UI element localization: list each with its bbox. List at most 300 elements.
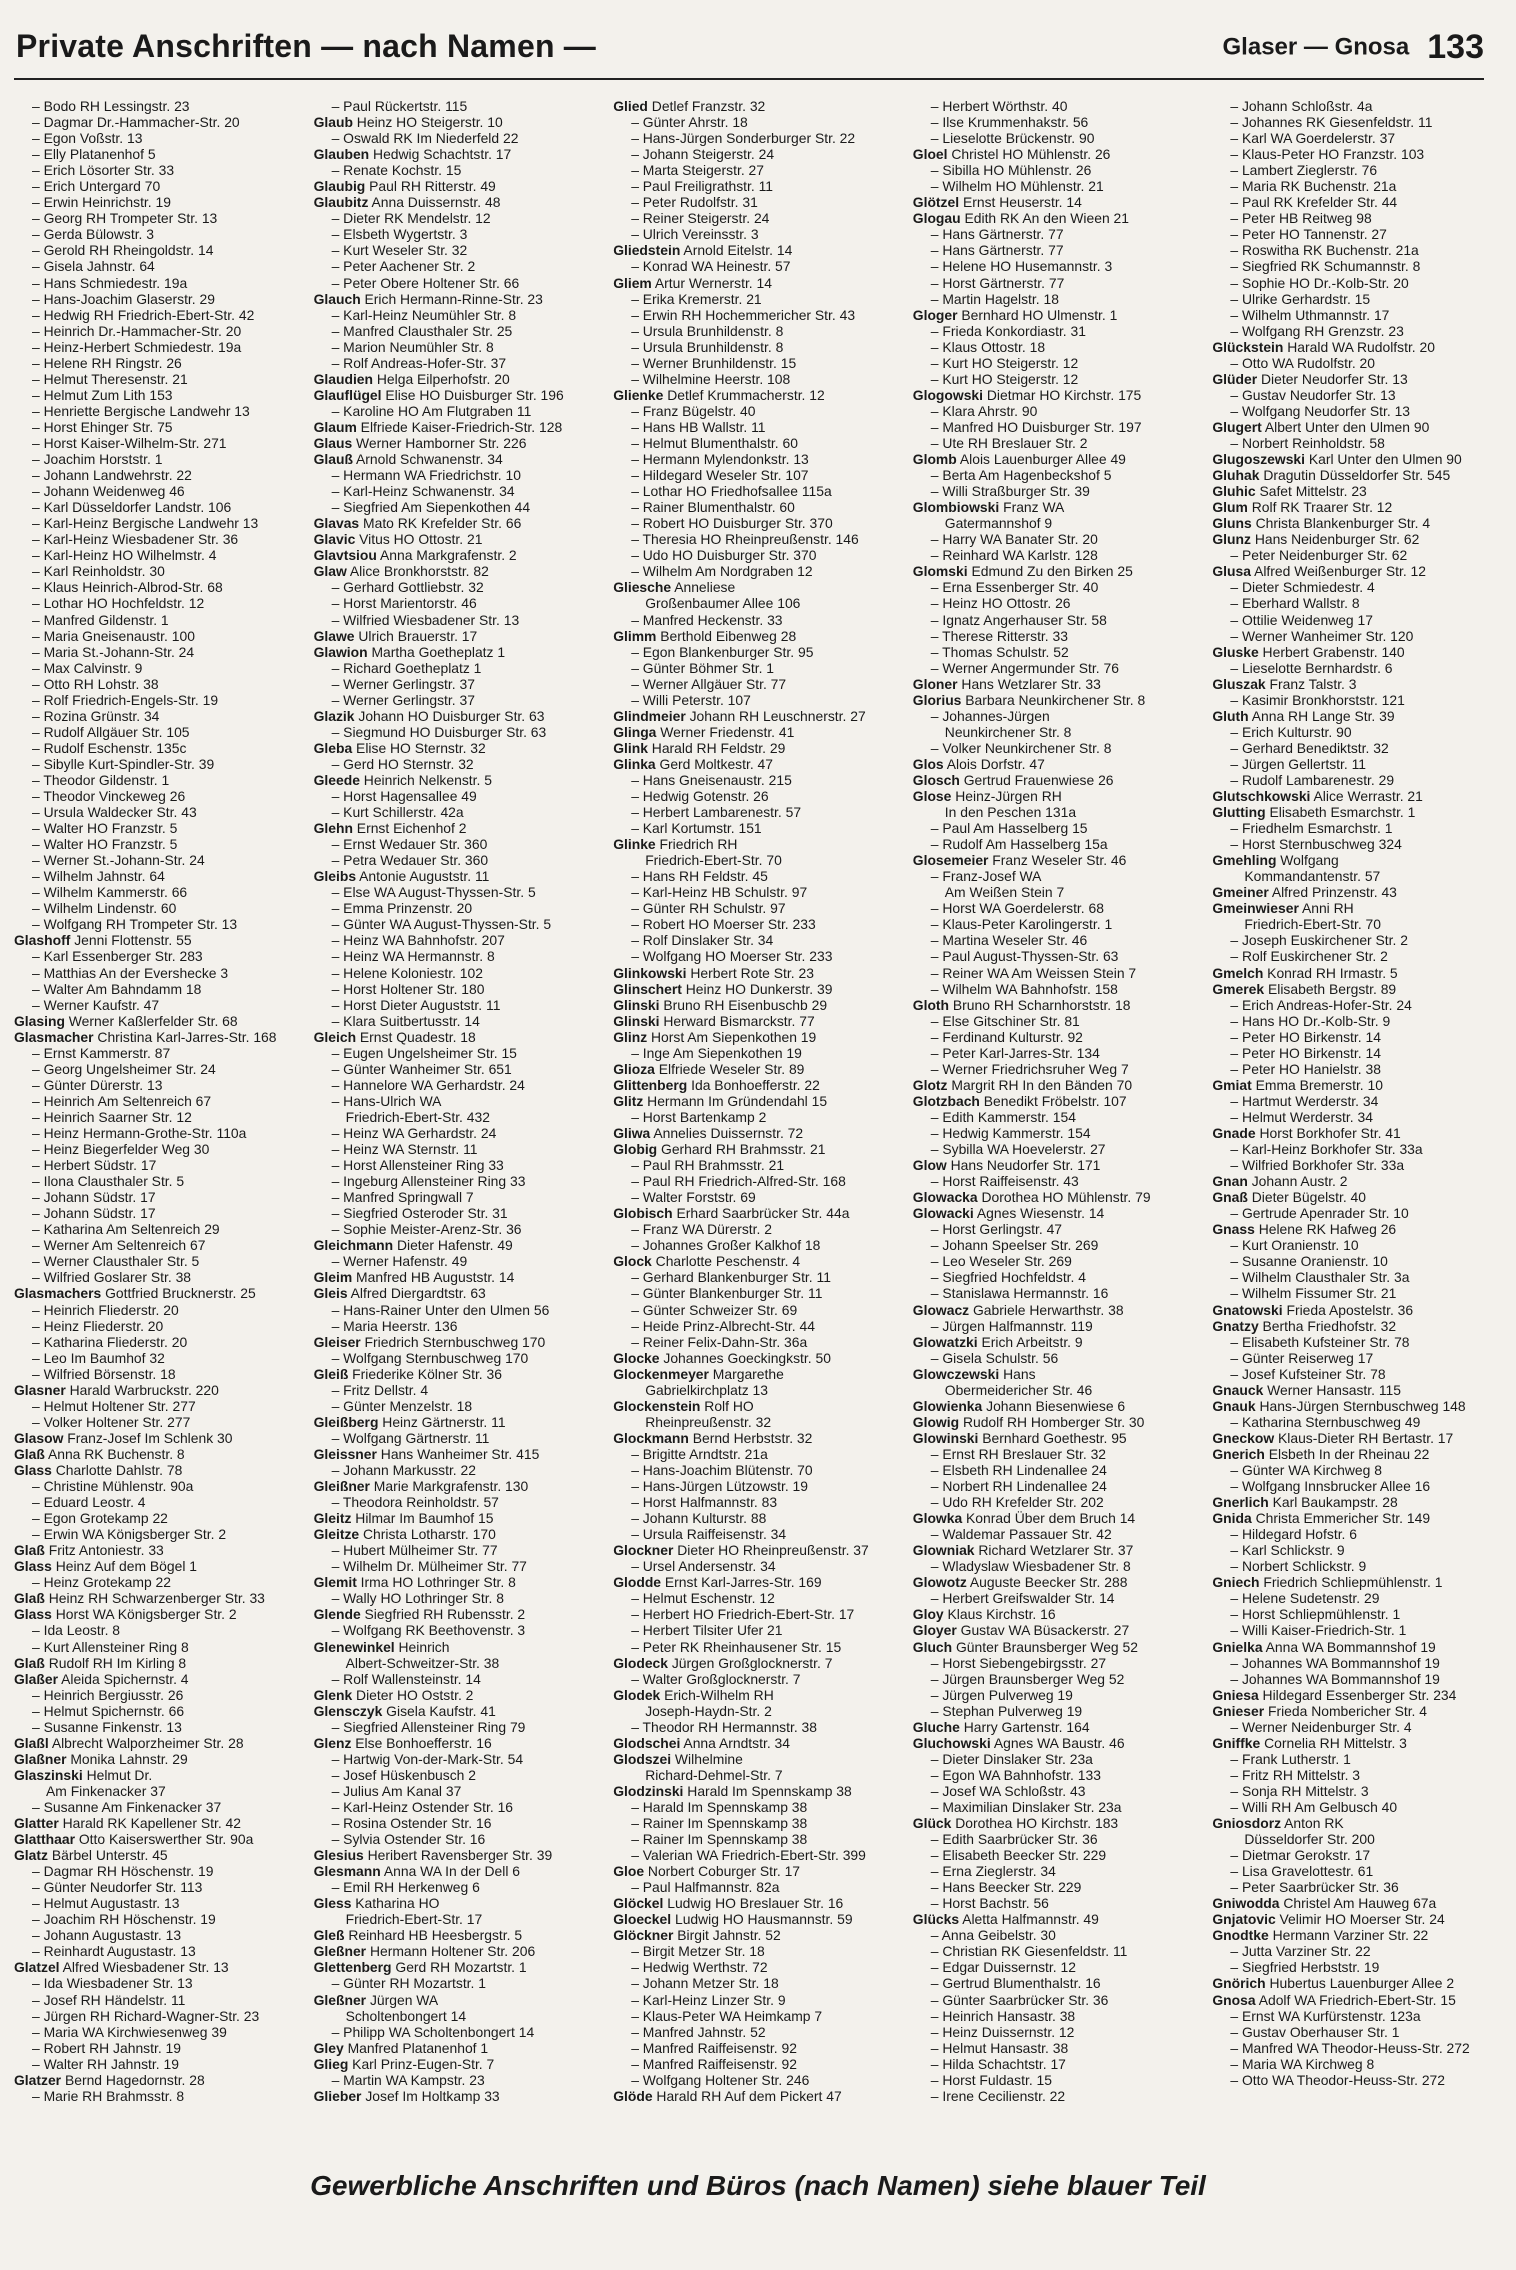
directory-entry: Glosch Gertrud Frauenwiese 26 <box>912 771 1114 788</box>
directory-entry: – Willi Peterstr. 107 <box>631 691 751 708</box>
directory-entry: Glusa Alfred Weißenburger Str. 12 <box>1212 563 1426 580</box>
directory-entry: – Herbert Greifswalder Str. 14 <box>930 1590 1115 1607</box>
directory-entry: – Hans-Ulrich WA <box>331 1092 442 1109</box>
directory-entry: Globig Gerhard RH Brahmsstr. 21 <box>613 1141 826 1158</box>
directory-entry: – Rolf Friedrich-Engels-Str. 19 <box>32 691 219 708</box>
directory-entry: – Rainer Im Spennskamp 38 <box>631 1815 808 1832</box>
surname: Gnodtke <box>1212 1927 1269 1944</box>
directory-entry: – Egon Voßstr. 13 <box>32 130 143 147</box>
directory-entry: Glomb Alois Lauenburger Allee 49 <box>912 451 1126 468</box>
directory-column-5 <box>1212 98 1504 2158</box>
page-header <box>14 22 1484 80</box>
directory-entry: – Roswitha RK Buchenstr. 21a <box>1230 242 1419 259</box>
directory-entry: – Willi Straßburger Str. 39 <box>930 483 1090 500</box>
directory-entry: Glesius Heribert Ravensberger Str. 39 <box>313 1847 553 1864</box>
directory-entry: – Helmut Holtener Str. 277 <box>32 1397 196 1414</box>
directory-entry: – Paul Rückertstr. 115 <box>331 98 468 114</box>
directory-entry: Glowacki Agnes Wiesenstr. 14 <box>912 1205 1105 1222</box>
surname: Glinke <box>613 836 656 853</box>
directory-entry: – Eberhard Wallstr. 8 <box>1230 595 1360 612</box>
directory-entry: Glaßer Aleida Spichernstr. 4 <box>14 1670 189 1687</box>
directory-entry: Gleißberg Heinz Gärtnerstr. 11 <box>313 1413 506 1430</box>
directory-entry: – Leo Weseler Str. 269 <box>930 1253 1072 1270</box>
directory-entry: Glücks Aletta Halfmannstr. 49 <box>912 1911 1099 1928</box>
directory-entry: Gnass Helene RK Hafweg 26 <box>1212 1221 1397 1238</box>
surname: Gluche <box>912 1718 960 1735</box>
directory-entry: – Erich Lösorter Str. 33 <box>32 162 175 179</box>
directory-entry: Gnieser Frieda Nombericher Str. 4 <box>1212 1702 1427 1719</box>
directory-entry: Glowinski Bernhard Goethestr. 95 <box>912 1429 1127 1446</box>
directory-entry: – Kurt HO Steigerstr. 12 <box>930 370 1079 387</box>
directory-entry: – Maria Gneisenaustr. 100 <box>32 627 195 644</box>
surname: Glaub <box>313 114 353 131</box>
directory-entry: Glückstein Harald WA Rudolfstr. 20 <box>1212 338 1435 355</box>
directory-entry: – Heinz WA Bahnhofstr. 207 <box>331 932 505 949</box>
directory-entry: Glieg Karl Prinz-Eugen-Str. 7 <box>313 2055 495 2072</box>
directory-entry: – Hans Beecker Str. 229 <box>930 1879 1082 1896</box>
directory-entry: – Werner Friedrichsruher Weg 7 <box>930 1060 1129 1077</box>
directory-entry: – Heinrich Hansastr. 38 <box>930 2007 1076 2024</box>
surname: Gloner <box>912 675 958 692</box>
surname: Gneckow <box>1212 1429 1275 1446</box>
directory-entry: – Helmut Hansastr. 38 <box>930 2039 1069 2056</box>
directory-entry: – Horst Fuldastr. 15 <box>930 2071 1052 2088</box>
directory-entry: Glotz Margrit RH In den Bänden 70 <box>912 1076 1133 1093</box>
directory-entry: – Joachim RH Höschenstr. 19 <box>32 1911 216 1928</box>
surname: Glaß <box>14 1654 45 1671</box>
surname: Glioza <box>613 1060 655 1077</box>
directory-entry: Gmehling Wolfgang <box>1212 852 1339 869</box>
directory-entry: Gabrielkirchplatz 13 <box>645 1381 768 1398</box>
surname: Gmeiner <box>1212 884 1269 901</box>
directory-entry: – Martin WA Kampstr. 23 <box>331 2071 485 2088</box>
surname: Glauß <box>313 451 353 468</box>
surname: Gmerek <box>1212 980 1265 997</box>
directory-entry: Gnörich Hubertus Lauenburger Allee 2 <box>1212 1975 1455 1992</box>
directory-entry: Gniosdorz Anton RK <box>1212 1815 1344 1832</box>
directory-entry: – Manfred Raiffeisenstr. 92 <box>631 2055 797 2072</box>
directory-entry: – Wilhelm Lindenstr. 60 <box>32 900 177 917</box>
directory-entry: – Hildegard Weseler Str. 107 <box>631 467 809 484</box>
directory-entry: – Peter HB Reitweg 98 <box>1230 210 1372 227</box>
directory-entry: – Theodor Vinckeweg 26 <box>32 788 186 805</box>
directory-entry: – Horst Gerlingstr. 47 <box>930 1221 1063 1238</box>
directory-entry: – Theodor Gildenstr. 1 <box>32 771 170 788</box>
surname: Glass <box>14 1558 52 1575</box>
directory-entry: – Ilse Krummenhakstr. 56 <box>930 114 1089 131</box>
directory-entry: – Horst Siebengebirgsstr. 27 <box>930 1654 1107 1671</box>
surname: Glowacka <box>912 1189 978 1206</box>
surname: Glück <box>912 1815 952 1832</box>
directory-entry: Friedrich-Ebert-Str. 17 <box>345 1911 483 1928</box>
directory-entry: – Egon WA Bahnhofstr. 133 <box>930 1766 1101 1783</box>
directory-entry: – Matthias An der Evershecke 3 <box>32 964 229 981</box>
directory-entry: Gnade Horst Borkhofer Str. 41 <box>1212 1125 1401 1141</box>
directory-entry: – Martina Weseler Str. 46 <box>930 932 1088 949</box>
directory-entry: Gleißner Marie Markgrafenstr. 130 <box>313 1478 529 1495</box>
directory-entry: – Werner Neidenburger Str. 4 <box>1230 1718 1412 1735</box>
directory-entry: – Dieter Dinslaker Str. 23a <box>930 1750 1093 1767</box>
directory-entry: Glawe Ulrich Brauerstr. 17 <box>313 627 478 644</box>
surname: Gleiser <box>313 1333 361 1350</box>
directory-entry: – Elisabeth Beecker Str. 229 <box>930 1847 1107 1864</box>
directory-entry: – Sybilla WA Hoevelerstr. 27 <box>930 1141 1106 1158</box>
surname: Glesmann <box>313 1863 381 1880</box>
directory-entry: – Horst Dieter Auguststr. 11 <box>331 996 501 1013</box>
directory-entry: – Manfred Clausthaler Str. 25 <box>331 322 513 339</box>
directory-entry: – Robert HO Moerser Str. 233 <box>631 916 816 933</box>
directory-entry: – Wolfgang Sternbuschweg 170 <box>331 1349 529 1366</box>
directory-entry: – Maria St.-Johann-Str. 24 <box>32 643 195 660</box>
directory-entry: Gnauck Werner Hansastr. 115 <box>1212 1381 1402 1398</box>
directory-entry: – Norbert Reinholdstr. 58 <box>1230 434 1385 451</box>
directory-entry: – Horst Raiffeisenstr. 43 <box>930 1173 1079 1190</box>
surname: Glasner <box>14 1381 66 1398</box>
directory-entry: – Günter RH Mozartstr. 1 <box>331 1975 486 1992</box>
directory-entry: – Hans Gärtnerstr. 77 <box>930 226 1064 243</box>
surname: Glinkowski <box>613 964 687 981</box>
directory-entry: – Horst Holtener Str. 180 <box>331 980 485 997</box>
surname: Glink <box>613 739 648 756</box>
surname: Globig <box>613 1141 658 1158</box>
directory-entry: – Heinrich Dr.-Hammacher-Str. 20 <box>32 322 242 339</box>
directory-entry: – Günter Neudorfer Str. 113 <box>32 1879 203 1896</box>
directory-entry: – Franz Bügelstr. 40 <box>631 402 756 419</box>
directory-entry: Glauß Arnold Schwanenstr. 34 <box>313 451 503 468</box>
directory-entry: – Horst Allensteiner Ring 33 <box>331 1157 504 1174</box>
directory-entry: Glatzel Alfred Wiesbadener Str. 13 <box>14 1959 229 1976</box>
directory-entry: – Herbert Lambarenestr. 57 <box>631 804 802 821</box>
directory-entry: – Karl-Heinz Borkhofer Str. 33a <box>1230 1141 1423 1158</box>
directory-entry: Gluske Herbert Grabenstr. 140 <box>1212 643 1405 660</box>
surname: Gliwa <box>613 1125 651 1141</box>
directory-entry: – Erwin RH Hochemmericher Str. 43 <box>631 306 856 323</box>
directory-entry: – Joachim Horststr. 1 <box>32 451 163 468</box>
directory-entry: Glauben Hedwig Schachtstr. 17 <box>313 146 512 163</box>
directory-entry: Glenz Else Bonhoefferstr. 16 <box>313 1734 492 1751</box>
directory-entry: – Gertrude Apenrader Str. 10 <box>1230 1205 1409 1222</box>
directory-entry: – Rosina Ostender Str. 16 <box>331 1815 492 1832</box>
directory-entry: – Kasimir Bronkhorststr. 121 <box>1230 691 1405 708</box>
directory-entry: – Heinz-Herbert Schmiedestr. 19a <box>32 338 242 355</box>
directory-entry: – Bodo RH Lessingstr. 23 <box>32 98 190 114</box>
surname: Glowacki <box>912 1205 974 1222</box>
directory-entry: Glodszei Wilhelmine <box>613 1750 743 1767</box>
surname: Gleitze <box>313 1526 360 1543</box>
directory-entry: – Birgit Metzer Str. 18 <box>631 1943 765 1960</box>
directory-entry: – Gerd HO Sternstr. 32 <box>331 755 474 772</box>
directory-entry: Glowacka Dorothea HO Mühlenstr. 79 <box>912 1189 1151 1206</box>
directory-entry: – Johann Metzer Str. 18 <box>631 1975 779 1992</box>
directory-entry: Glos Alois Dorfstr. 47 <box>912 755 1045 772</box>
surname: Glowotz <box>912 1574 967 1591</box>
directory-entry: Glocke Johannes Goeckingkstr. 50 <box>613 1349 831 1366</box>
directory-entry: Glass Horst WA Königsberger Str. 2 <box>14 1606 237 1623</box>
directory-entry: Glittenberg Ida Bonhoefferstr. 22 <box>613 1076 820 1093</box>
directory-entry: – Heinz HO Ottostr. 26 <box>930 595 1071 612</box>
surname: Gnaß <box>1212 1189 1248 1206</box>
directory-entry: – Günter WA Kirchweg 8 <box>1230 1461 1382 1478</box>
directory-entry: – Ferdinand Kulturstr. 92 <box>930 1028 1083 1045</box>
directory-entry: – Werner Angermunder Str. 76 <box>930 659 1119 676</box>
directory-entry: Glowacz Gabriele Herwarthstr. 38 <box>912 1301 1124 1318</box>
directory-entry: – Wladyslaw Wiesbadener Str. 8 <box>930 1558 1131 1575</box>
directory-entry: – Rudolf Lambarenestr. 29 <box>1230 771 1395 788</box>
directory-entry: Glutschkowski Alice Werrastr. 21 <box>1212 788 1423 805</box>
surname: Gloe <box>613 1863 645 1880</box>
directory-entry: – Heinz WA Gerhardstr. 24 <box>331 1125 497 1141</box>
directory-entry: Gloger Bernhard HO Ulmenstr. 1 <box>912 306 1118 323</box>
directory-entry: – Manfred Jahnstr. 52 <box>631 2023 766 2040</box>
directory-entry: Glaßl Albrecht Walporzheimer Str. 28 <box>14 1734 244 1751</box>
directory-entry: – Harald Im Spennskamp 38 <box>631 1798 808 1815</box>
directory-entry: Gnatowski Frieda Apostelstr. 36 <box>1212 1301 1414 1318</box>
directory-entry: Gloel Christel HO Mühlenstr. 26 <box>912 146 1111 163</box>
directory-entry: – Paul RH Friedrich-Alfred-Str. 168 <box>631 1173 846 1190</box>
surname: Glitz <box>613 1092 644 1109</box>
directory-entry: – Herbert Wörthstr. 40 <box>930 98 1068 114</box>
directory-entry: – Hans Gärtnerstr. 77 <box>930 242 1064 259</box>
directory-entry: – Klaus-Peter HO Franzstr. 103 <box>1230 146 1425 163</box>
directory-entry: – Karl-Heinz Wiesbadener Str. 36 <box>32 531 239 548</box>
directory-entry: – Dagmar Dr.-Hammacher-Str. 20 <box>32 114 240 131</box>
surname: Glöckel <box>613 1895 664 1912</box>
directory-entry: Am Weißen Stein 7 <box>944 884 1065 901</box>
directory-entry: Gloeckel Ludwig HO Hausmannstr. 59 <box>613 1911 853 1928</box>
page-number: 133 <box>1427 28 1484 66</box>
surname: Gloel <box>912 146 948 163</box>
surname: Gmehling <box>1212 852 1277 869</box>
directory-entry: – Helmut Zum Lith 153 <box>32 386 173 403</box>
directory-entry: Friedrich-Ebert-Str. 70 <box>645 852 782 869</box>
directory-entry: – Horst WA Goerdelerstr. 68 <box>930 900 1104 917</box>
surname: Gnade <box>1212 1125 1256 1141</box>
surname: Glow <box>912 1157 947 1174</box>
directory-entry: In den Peschen 131a <box>944 804 1077 821</box>
surname: Gnieser <box>1212 1702 1265 1719</box>
directory-entry: – Günter Böhmer Str. 1 <box>631 659 775 676</box>
directory-entry: – Julius Am Kanal 37 <box>331 1782 462 1799</box>
surname: Glemit <box>313 1574 357 1591</box>
directory-entry: – Katharina Fliederstr. 20 <box>32 1333 188 1350</box>
directory-entry: Glatthaar Otto Kaiserswerther Str. 90a <box>14 1831 254 1848</box>
directory-entry: Glowienka Johann Biesenwiese 6 <box>912 1397 1126 1414</box>
directory-entry: Gluche Harry Gartenstr. 164 <box>912 1718 1090 1735</box>
surname: Glöde <box>613 2087 653 2104</box>
directory-entry: Glockmann Bernd Herbststr. 32 <box>613 1429 813 1446</box>
surname: Gniwodda <box>1212 1895 1280 1912</box>
directory-entry: – Otto WA Rudolfstr. 20 <box>1230 354 1376 371</box>
directory-entry: – Wilhelm HO Mühlenstr. 21 <box>930 178 1104 195</box>
directory-entry: – Karl-Heinz Bergische Landwehr 13 <box>32 515 259 532</box>
surname: Gleis <box>313 1285 348 1302</box>
directory-entry: – Karl Schlickstr. 9 <box>1230 1542 1345 1559</box>
surname: Glesius <box>313 1847 364 1864</box>
directory-entry: – Reiner WA Am Weissen Stein 7 <box>930 964 1137 981</box>
directory-entry: Glavtsiou Anna Markgrafenstr. 2 <box>313 547 517 564</box>
directory-entry: Glitz Hermann Im Gründendahl 15 <box>613 1092 828 1109</box>
surname: Gleichmann <box>313 1237 394 1254</box>
surname: Gniesa <box>1212 1686 1259 1703</box>
directory-entry: Glasmacher Christina Karl-Jarres-Str. 168 <box>14 1028 277 1045</box>
directory-entry: – Horst Sternbuschweg 324 <box>1230 836 1402 853</box>
directory-entry: – Helmut Blumenthalstr. 60 <box>631 434 798 451</box>
directory-entry: – Kurt Oranienstr. 10 <box>1230 1237 1359 1254</box>
directory-entry: – Rudolf Eschenstr. 135c <box>32 739 187 756</box>
directory-entry: – Gertrud Blumenthalstr. 16 <box>930 1975 1101 1992</box>
directory-entry: – Ingeburg Allensteiner Ring 33 <box>331 1173 526 1190</box>
directory-entry: – Marie RH Brahmsstr. 8 <box>32 2087 185 2104</box>
directory-entry: Glinke Friedrich RH <box>613 836 738 853</box>
surname: Gliesche <box>613 579 672 596</box>
directory-entry: Gnaß Dieter Bügelstr. 40 <box>1212 1189 1367 1206</box>
directory-entry: Friedrich-Ebert-Str. 70 <box>1244 916 1382 933</box>
directory-entry: Glöde Harald RH Auf dem Pickert 47 <box>613 2087 842 2104</box>
directory-entry: Glück Dorothea HO Kirchstr. 183 <box>912 1815 1119 1832</box>
directory-entry: – Max Calvinstr. 9 <box>32 659 143 676</box>
directory-entry: – Johann Augustastr. 13 <box>32 1927 182 1944</box>
directory-entry: – Heinrich Saarner Str. 12 <box>32 1108 192 1125</box>
directory-entry: – Wilhelm Dr. Mülheimer Str. 77 <box>331 1558 527 1575</box>
directory-entry: Düsseldorfer Str. 200 <box>1244 1831 1375 1848</box>
directory-entry: – Emil RH Herkenweg 6 <box>331 1879 480 1896</box>
directory-entry: – Otto WA Theodor-Heuss-Str. 272 <box>1230 2071 1446 2088</box>
directory-entry: – Helmut Augustastr. 13 <box>32 1895 180 1912</box>
directory-entry: – Hermann WA Friedrichstr. 10 <box>331 467 521 484</box>
directory-entry: – Lieselotte Brückenstr. 90 <box>930 130 1095 147</box>
directory-entry: – Wilhelm Am Nordgraben 12 <box>631 563 813 580</box>
directory-entry: – Hubert Mülheimer Str. 77 <box>331 1542 498 1559</box>
directory-entry: – Lambert Zieglerstr. 76 <box>1230 162 1378 179</box>
directory-entry: Glorius Barbara Neunkirchener Str. 8 <box>912 691 1146 708</box>
surname: Glockmann <box>613 1429 689 1446</box>
directory-entry: Glodde Ernst Karl-Jarres-Str. 169 <box>613 1574 822 1591</box>
directory-entry: Glauflügel Elise HO Duisburger Str. 196 <box>313 386 564 403</box>
directory-entry: Gleiß Friederike Kölner Str. 36 <box>313 1365 502 1382</box>
surname: Gmiat <box>1212 1076 1252 1093</box>
directory-entry: – Siegfried Osteroder Str. 31 <box>331 1205 508 1222</box>
surname: Gloger <box>912 306 958 323</box>
directory-entry: Glaß Fritz Antoniestr. 33 <box>14 1542 164 1559</box>
surname: Gniffke <box>1212 1734 1261 1751</box>
directory-entry: – Sibilla HO Mühlenstr. 26 <box>930 162 1092 179</box>
surname: Glensczyk <box>313 1702 383 1719</box>
directory-entry: – Willi Kaiser-Friedrich-Str. 1 <box>1230 1622 1407 1639</box>
directory-entry: – Sibylle Kurt-Spindler-Str. 39 <box>32 755 215 772</box>
directory-entry: – Johann Steigerstr. 24 <box>631 146 775 163</box>
surname: Glowniak <box>912 1542 975 1559</box>
directory-entry: – Herbert Tilsiter Ufer 21 <box>631 1622 783 1639</box>
directory-entry: – Peter Obere Holtener Str. 66 <box>331 274 520 291</box>
directory-entry: – Werner Gerlingstr. 37 <box>331 691 475 708</box>
directory-entry: – Gerhard Blankenburger Str. 11 <box>631 1269 831 1286</box>
directory-entry: Gnauk Hans-Jürgen Sternbuschweg 148 <box>1212 1397 1466 1414</box>
directory-entry: – Heinz Fliederstr. 20 <box>32 1317 164 1334</box>
directory-entry: – Robert RH Jahnstr. 19 <box>32 2039 182 2056</box>
directory-entry: Gloth Bruno RH Scharnhorststr. 18 <box>912 996 1131 1013</box>
surname: Gleißberg <box>313 1413 379 1430</box>
directory-entry: – Ulrike Gerhardstr. 15 <box>1230 290 1371 307</box>
directory-entry: – Egon Grotekamp 22 <box>32 1510 168 1527</box>
directory-entry: – Georg Ungelsheimer Str. 24 <box>32 1060 216 1077</box>
directory-entry: – Johann Landwehrstr. 22 <box>32 467 192 484</box>
directory-entry: Gniesa Hildegard Essenberger Str. 234 <box>1212 1686 1457 1703</box>
directory-entry: – Katharina Sternbuschweg 49 <box>1230 1413 1421 1430</box>
directory-entry: – Gerold RH Rheingoldstr. 14 <box>32 242 214 259</box>
directory-entry: – Udo HO Duisburger Str. 370 <box>631 547 817 564</box>
directory-column-2 <box>314 98 606 2158</box>
surname: Glatthaar <box>14 1831 75 1848</box>
directory-entry: Gleibs Antonie Auguststr. 11 <box>313 868 490 885</box>
directory-entry: – Manfred WA Theodor-Heuss-Str. 272 <box>1230 2039 1470 2056</box>
surname: Glorius <box>912 691 962 708</box>
surname: Glos <box>912 755 944 772</box>
directory-entry: Glowniak Richard Wetzlarer Str. 37 <box>912 1542 1134 1559</box>
surname: Gnauk <box>1212 1397 1256 1414</box>
directory-entry: Gloy Klaus Kirchstr. 16 <box>912 1606 1056 1623</box>
directory-entry: – Waldemar Passauer Str. 42 <box>930 1526 1112 1543</box>
surname: Glückstein <box>1212 338 1284 355</box>
directory-entry: – Erich Kulturstr. 90 <box>1230 723 1352 740</box>
directory-entry: – Klara Ahrstr. 90 <box>930 402 1038 419</box>
surname: Glavas <box>313 515 360 532</box>
directory-entry: – Heinz WA Hermannstr. 8 <box>331 948 495 965</box>
directory-entry: – Heinz Hermann-Grothe-Str. 110a <box>32 1125 247 1141</box>
directory-entry: – Hannelore WA Gerhardstr. 24 <box>331 1076 525 1093</box>
directory-entry: – Rozina Grünstr. 34 <box>32 707 160 724</box>
directory-entry: Glatter Harald RK Kapellener Str. 42 <box>14 1815 242 1832</box>
directory-entry: – Ilona Clausthaler Str. 5 <box>32 1173 185 1190</box>
directory-entry: Glowka Konrad Über dem Bruch 14 <box>912 1510 1136 1527</box>
directory-entry: Friedrich-Ebert-Str. 432 <box>345 1108 490 1125</box>
surname: Glettenberg <box>313 1959 392 1976</box>
directory-entry: Gniech Friedrich Schliepmühlenstr. 1 <box>1212 1574 1443 1591</box>
directory-entry: – Oswald RK Im Niederfeld 22 <box>331 130 519 147</box>
directory-entry: – Paul Halfmannstr. 82a <box>631 1879 780 1896</box>
directory-entry: – Walter Am Bahndamm 18 <box>32 980 202 997</box>
directory-entry: – Heinz Duissernstr. 12 <box>930 2023 1075 2040</box>
directory-entry: – Gerhard Benediktstr. 32 <box>1230 739 1389 756</box>
directory-entry: Gloner Hans Wetzlarer Str. 33 <box>912 675 1101 692</box>
directory-entry: Gnatzy Bertha Friedhofstr. 32 <box>1212 1317 1397 1334</box>
directory-entry: – Robert HO Duisburger Str. 370 <box>631 515 833 532</box>
directory-entry: Gmerek Elisabeth Bergstr. 89 <box>1212 980 1397 997</box>
directory-entry: Gnodtke Hermann Varziner Str. 22 <box>1212 1927 1429 1944</box>
directory-entry: – Heinz Grotekamp 22 <box>32 1574 171 1591</box>
surname: Glockner <box>613 1542 674 1559</box>
directory-entry: Glunz Hans Neidenburger Str. 62 <box>1212 531 1420 548</box>
directory-entry: – Ursula Brunhildenstr. 8 <box>631 338 784 355</box>
directory-entry: Glavic Vitus HO Ottostr. 21 <box>313 531 483 548</box>
surname: Glinka <box>613 755 656 772</box>
surname: Glaus <box>313 434 353 451</box>
directory-entry: – Peter RK Rheinhausener Str. 15 <box>631 1638 842 1655</box>
directory-entry: Gmelch Konrad RH Irmastr. 5 <box>1212 964 1398 981</box>
surname: Gluchowski <box>912 1734 991 1751</box>
directory-entry: Glow Hans Neudorfer Str. 171 <box>912 1157 1101 1174</box>
surname: Glutting <box>1212 804 1266 821</box>
directory-entry: – Maria WA Kirchweg 8 <box>1230 2055 1375 2072</box>
directory-entry: – Volker Neunkirchener Str. 8 <box>930 739 1112 756</box>
directory-entry: – Helmut Spichernstr. 66 <box>32 1702 185 1719</box>
directory-entry: Glockner Dieter HO Rheinpreußenstr. 37 <box>613 1542 869 1559</box>
directory-entry: – Walter HO Franzstr. 5 <box>32 820 178 837</box>
directory-entry: – Inge Am Siepenkothen 19 <box>631 1044 802 1061</box>
directory-entry: Glugoszewski Karl Unter den Ulmen 90 <box>1212 451 1462 468</box>
directory-entry: Gliwa Annelies Duissernstr. 72 <box>613 1125 804 1141</box>
directory-entry: – Ursula Waldecker Str. 43 <box>32 804 197 821</box>
surname: Gleba <box>313 739 353 756</box>
